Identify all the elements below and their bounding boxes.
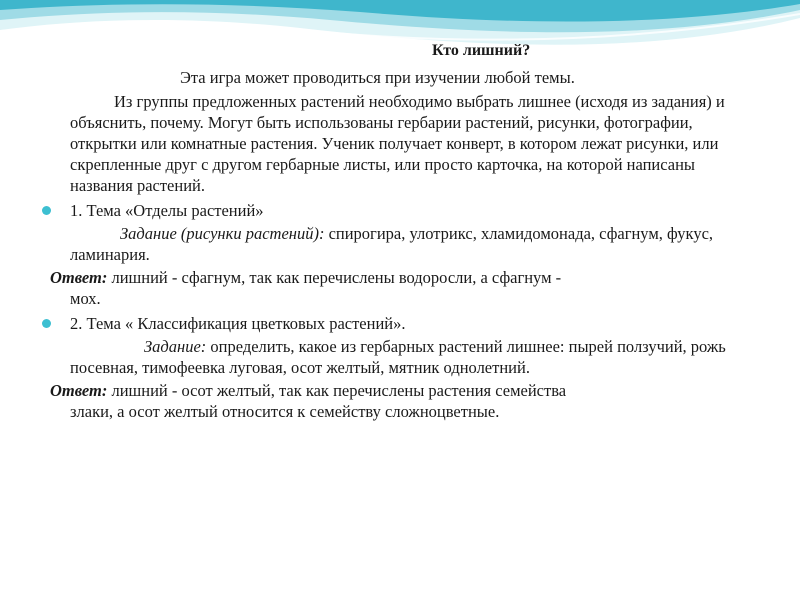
topic2-task-label: Задание: <box>144 337 207 356</box>
intro-line: Эта игра может проводиться при изучении любой темы. <box>180 68 575 87</box>
topic1-task-text: спирогира, улотрикс, хламидомонада, сфагнум, фукус, ламинария. <box>70 224 714 264</box>
topic2-answer-text: лишний - осот желтый, так как перечислены растения семейства <box>107 381 567 400</box>
topic2-answer <box>40 380 756 401</box>
topic2-task-text: определить, какое из гербарных растений лишнее: пырей ползучий, рожь посевная, тимофеевка луговая, осот желтый, мятник однолетний. <box>70 337 726 377</box>
topic2-task <box>40 336 756 378</box>
slide-title: Кто лишний? <box>432 42 531 59</box>
bullet-icon <box>42 319 51 328</box>
topic2-heading-text: 2. Тема « Классификация цветковых растений». <box>70 314 406 333</box>
bullet-icon <box>42 206 51 215</box>
topic2-answer-cont: злаки, а осот желтый относится к семейству сложноцветные. <box>70 402 500 421</box>
topic1-answer-label: Ответ: <box>50 268 108 287</box>
topic1-answer-text: лишний - сфагнум, так как перечислены водоросли, а сфагнум - <box>107 268 562 287</box>
topic1-answer-cont: мох. <box>70 289 101 308</box>
topic1-heading-text: 1. Тема «Отделы растений» <box>70 201 264 220</box>
topic1-task-label: Задание (рисунки растений): <box>120 224 325 243</box>
slide-content <box>40 40 756 422</box>
topic2-heading <box>40 313 756 334</box>
intro-paragraph: Из группы предложенных растений необходимо выбрать лишнее (исходя из задания) и объяснить, почему. Могут быть использованы гербарии растений, рисунки, фотографии, открытки или комнатные растения. Ученик получает конверт, в котором лежат рисунки, или скрепленные друг с другом гербарные листы, или просто карточка, на которой написаны названия растений. <box>70 92 725 195</box>
topic2-answer-label: Ответ: <box>50 381 108 400</box>
topic1-task <box>40 223 756 265</box>
topic1-heading <box>40 200 756 221</box>
topic1-answer <box>40 267 756 288</box>
